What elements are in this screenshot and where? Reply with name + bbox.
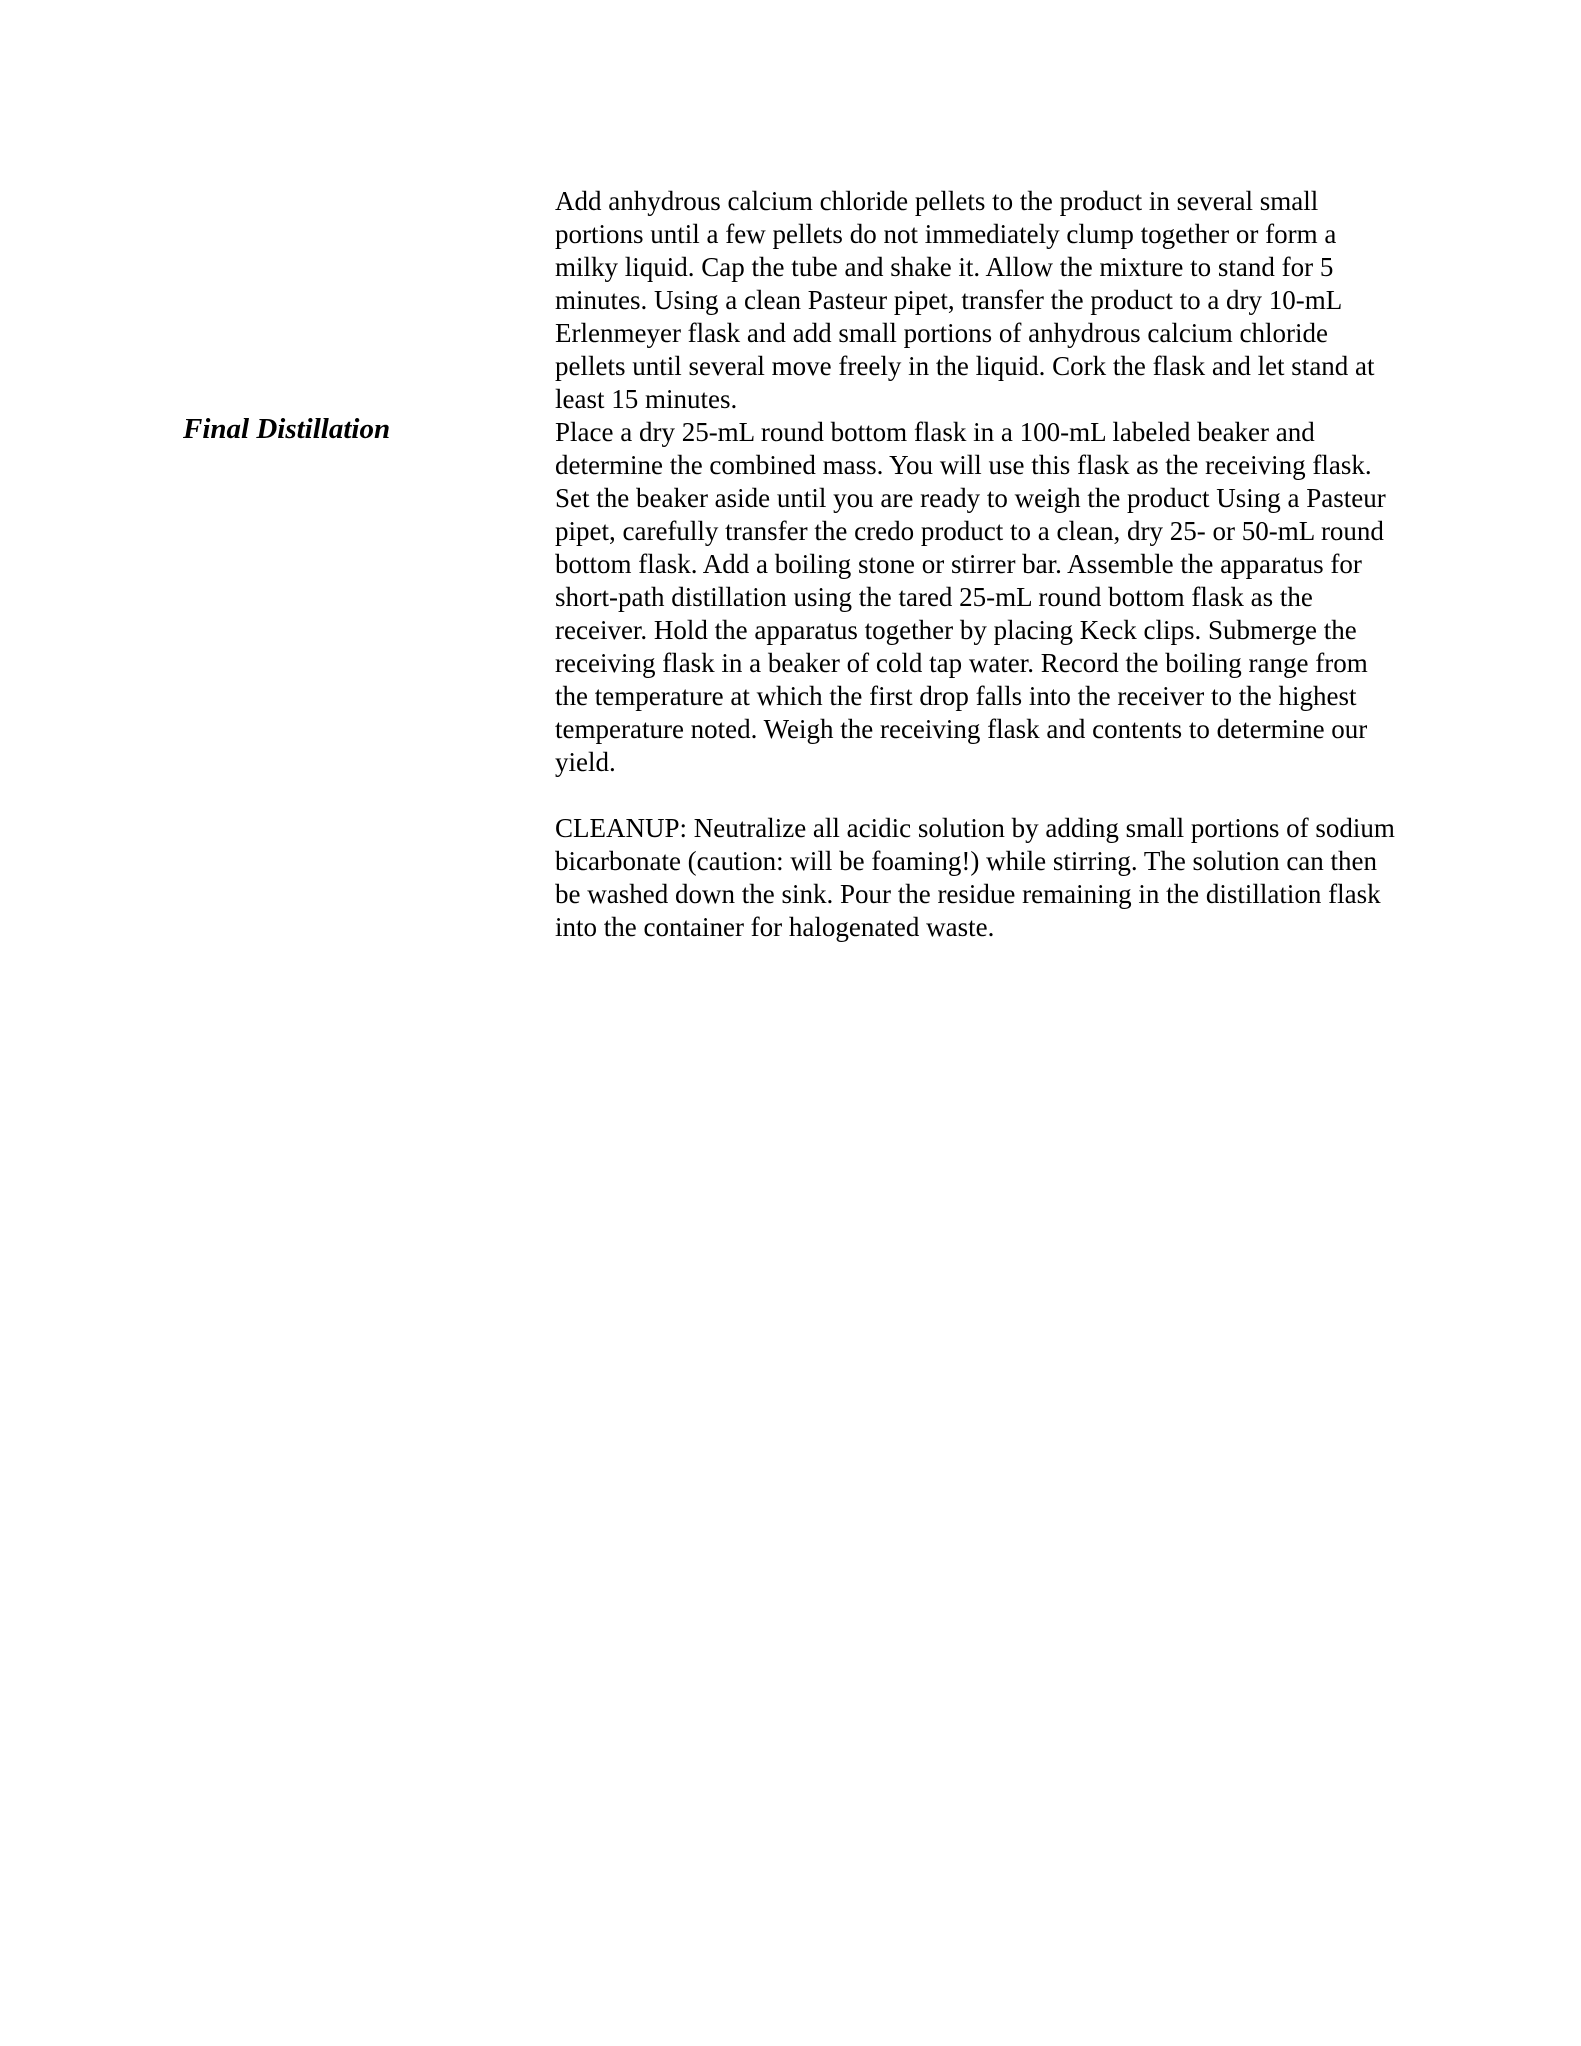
section-heading-final-distillation: Final Distillation <box>183 413 391 445</box>
paragraph-cleanup: CLEANUP: Neutralize all acidic solution by adding small portions of sodium bicarbonate (caution: will be foaming!) while stirring. The solution can then be washed down the sink. Pour the residue remaining in the distillation flask into the container for halogenated waste. <box>555 813 1395 942</box>
paragraph-distillation: Place a dry 25-mL round bottom flask in a 100-mL labeled beaker and determine the combined mass. You will use this flask as the receiving flask. Set the beaker aside until you are ready to weigh the product Using a Pasteur pipet, carefully transfer the credo product to a clean, dry 25- or 50-mL round bottom flask. Add a boiling stone or stirrer bar. Assemble the apparatus for short-path distillation using the tared 25-mL round bottom flask as the receiver. Hold the apparatus together by placing Keck clips. Submerge the receiving flask in a beaker of cold tap water. Record the boiling range from the temperature at which the first drop falls into the receiver to the highest temperature noted. Weigh the receiving flask and contents to determine our yield. <box>555 417 1386 777</box>
procedure-text-column <box>555 185 1405 944</box>
paragraph-drying: Add anhydrous calcium chloride pellets to the product in several small portions until a few pellets do not immediately clump together or form a milky liquid. Cap the tube and shake it. Allow the mixture to stand for 5 minutes. Using a clean Pasteur pipet, transfer the product to a dry 10-mL Erlenmeyer flask and add small portions of anhydrous calcium chloride pellets until several move freely in the liquid. Cork the flask and let stand at least 15 minutes. <box>555 186 1375 414</box>
